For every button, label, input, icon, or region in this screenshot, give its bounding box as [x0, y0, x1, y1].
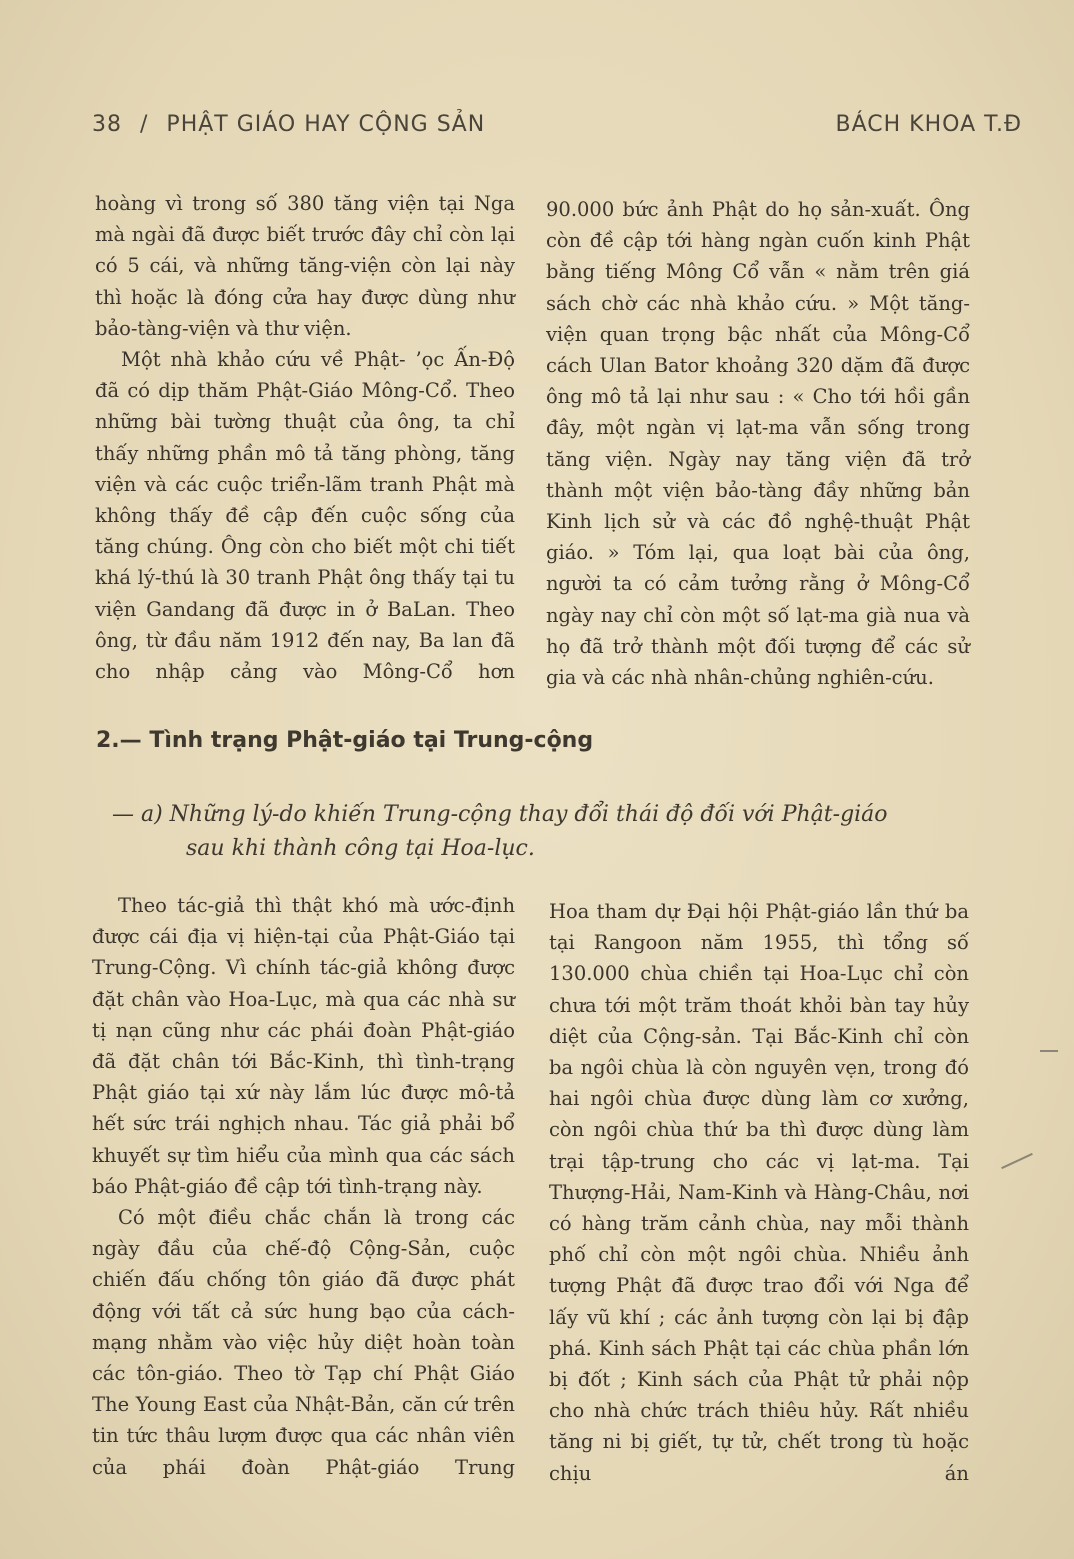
paragraph: Theo tác-giả thì thật khó mà ước-định được cái địa vị hiện-tại của Phật-Giáo tại Trung-Cộng. Vì chính tác-giả không được đặt chân vào Hoa-Lục, mà qua các nhà sư tị nạn cũng như các phái đoàn Phật-giáo đã đặt chân tới Bắc-Kinh, thì tình-trạng Phật giáo tại xứ này lắm lúc được mô-tả hết sức trái nghịch nhau. Tác giả phải bổ khuyết sự tìm hiểu của mình qua các sách báo Phật-giáo đề cập tới tình-trạng này. [92, 894, 515, 1198]
margin-mark [1001, 1153, 1033, 1169]
book-title: PHẬT GIÁO HAY CỘNG SẢN [166, 112, 486, 137]
top-right-column [546, 194, 970, 693]
page-number: 38 [92, 112, 122, 137]
paragraph: Có một điều chắc chắn là trong các ngày đầu của chế-độ Cộng-Sản, cuộc chiến đấu chống tôn giáo đã được phát động với tất cả sức hung bạo của cách-mạng nhằm vào việc hủy diệt hoàn toàn các tôn-giáo. Theo tờ Tạp chí Phật Giáo The Young East của Nhật-Bản, căn cứ trên tin tức thâu lượm được qua các nhân viên của phái đoàn Phật-giáo Trung [92, 1206, 515, 1479]
bottom-left-column [92, 890, 515, 1483]
margin-mark [1040, 1050, 1058, 1052]
paragraph: 90.000 bức ảnh Phật do họ sản-xuất. Ông còn đề cập tới hàng ngàn cuốn kinh Phật bằng tiếng Mông Cổ vẫn « nằm trên giá sách chờ các nhà khảo cứu. » Một tăng-viện quan trọng bậc nhất của Mông-Cổ cách Ulan Bator khoảng 320 dặm đã được ông mô tả lại như sau : « Cho tới hồi gần đây, một ngàn vị lạt-ma vẫn sống trong tăng viện. Ngày nay tăng viện đã trở thành một viện bảo-tàng đầy những bản Kinh lịch sử và các đồ nghệ-thuật Phật giáo. » Tóm lại, qua loạt bài của ông, người ta có cảm tưởng rằng ở Mông-Cổ ngày nay chỉ còn một số lạt-ma già nua và họ đã trở thành một đối tượng để các sử gia và các nhà nhân-chủng nghiên-cứu. [546, 198, 970, 690]
header-left [92, 112, 495, 137]
section-heading: 2.— Tình trạng Phật-giáo tại Trung-cộng [96, 728, 594, 753]
bottom-right-column [549, 896, 969, 1489]
top-left-column [95, 188, 515, 687]
running-header [92, 112, 1022, 137]
subsection-heading [112, 798, 952, 866]
publication-name: BÁCH KHOA T.Đ [835, 112, 1022, 137]
paragraph: Hoa tham dự Đại hội Phật-giáo lần thứ ba tại Rangoon năm 1955, thì tổng số 130.000 chùa chiền tại Hoa-Lục chỉ còn chưa tới một trăm thoát khỏi bàn tay hủy diệt của Cộng-sản. Tại Bắc-Kinh chỉ còn ba ngôi chùa là còn nguyên vẹn, trong đó hai ngôi chùa được dùng làm cơ xưởng, còn ngôi chùa thứ ba thì được dùng làm trại tập-trung cho các vị lạt-ma. Tại Thượng-Hải, Nam-Kinh và Hàng-Châu, nơi có hàng trăm cảnh chùa, nay mỗi thành phố chỉ còn một ngôi chùa. Nhiều ảnh tượng Phật đã được trao đổi với Nga để lấy vũ khí ; các ảnh tượng còn lại bị đập phá. Kinh sách Phật tại các chùa phần lớn bị đốt ; Kinh sách của Phật tử phải nộp cho nhà chức trách thiêu hủy. Rất nhiều tăng ni bị giết, tự tử, chết trong tù hoặc chịu án [549, 900, 969, 1485]
subsection-line-2: sau khi thành công tại Hoa-lục. [186, 836, 535, 861]
paragraph: Một nhà khảo cứu về Phật- ’ọc Ấn-Độ đã có dịp thăm Phật-Giáo Mông-Cổ. Theo những bài tường thuật của ông, ta chỉ thấy những phần mô tả tăng phòng, tăng viện và các cuộc triển-lãm tranh Phật mà không thấy đề cập đến cuộc sống của tăng chúng. Ông còn cho biết một chi tiết khá lý-thú là 30 tranh Phật ông thấy tại tu viện Gandang đã được in ở BaLan. Theo ông, từ đầu năm 1912 đến nay, Ba lan đã cho nhập cảng vào Mông-Cổ hơn [95, 348, 515, 684]
subsection-line-1: — a) Những lý-do khiến Trung-cộng thay đổi thái độ đối với Phật-giáo [112, 802, 888, 827]
paragraph: hoàng vì trong số 380 tăng viện tại Nga mà ngài đã được biết trước đây chỉ còn lại có 5 cái, và những tăng-viện còn lại này thì hoặc là đóng cửa hay được dùng như bảo-tàng-viện và thư viện. [95, 192, 515, 340]
header-separator: / [140, 112, 149, 137]
